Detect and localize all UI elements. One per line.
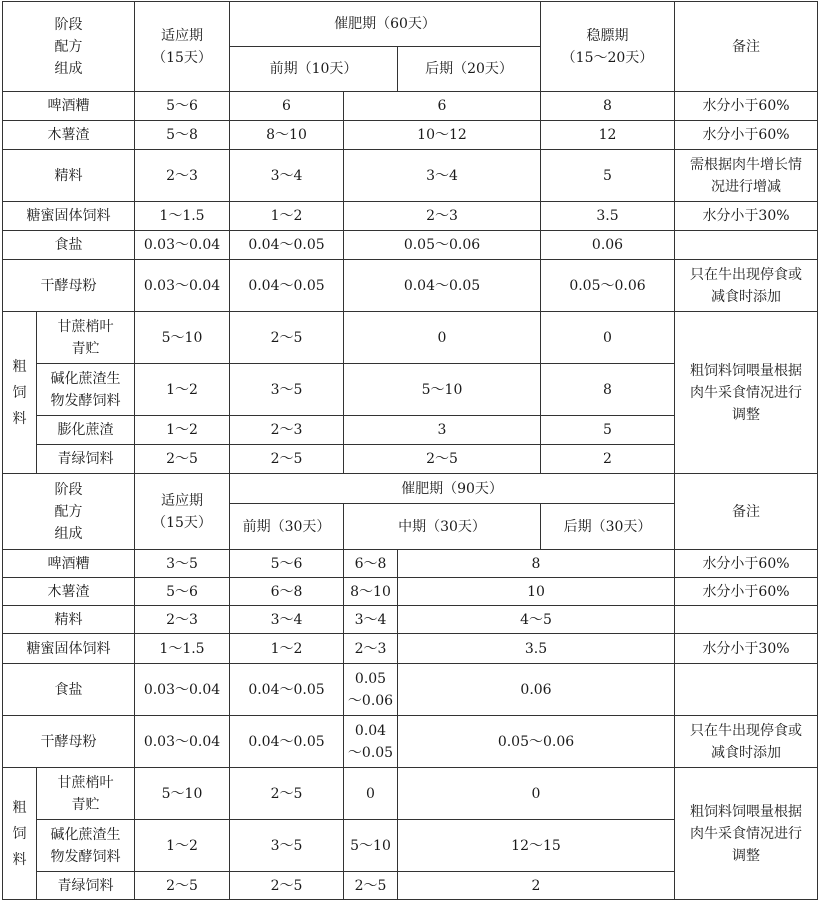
cell-late: 2 xyxy=(398,872,675,900)
table-row xyxy=(3,664,818,716)
cell-adapt: 5～10 xyxy=(135,768,230,820)
cell-early: 2～5 xyxy=(230,768,344,820)
row-name: 食盐 xyxy=(3,231,135,260)
cell-early: 2～3 xyxy=(230,416,344,445)
cell-late: 2～5 xyxy=(344,445,541,474)
cell-late: 0.04～0.05 xyxy=(344,260,541,312)
cell-early: 6 xyxy=(230,92,344,121)
table-row xyxy=(3,231,818,260)
t2-corner-header: 阶段 配方 组成 xyxy=(3,474,135,550)
table-row xyxy=(3,202,818,231)
t1-stable-header: 稳膘期 （15～20天） xyxy=(541,2,675,92)
cell-adapt: 5～6 xyxy=(135,578,230,606)
cell-late: 6 xyxy=(344,92,541,121)
cell-stable: 8 xyxy=(541,92,675,121)
row-name: 木薯渣 xyxy=(3,121,135,150)
cell-adapt: 2～5 xyxy=(135,445,230,474)
t1-corner-header: 阶段 配方 组成 xyxy=(3,2,135,92)
cell-late: 2～3 xyxy=(344,202,541,231)
cell-mid: 0.04 ～0.05 xyxy=(344,716,398,768)
cell-late: 5～10 xyxy=(344,364,541,416)
row-name: 干酵母粉 xyxy=(3,716,135,768)
t1-late-header: 后期（20天） xyxy=(398,47,541,92)
cell-note: 需根据肉牛增长情 况进行增减 xyxy=(675,150,818,202)
cell-late: 10 xyxy=(398,578,675,606)
table-row xyxy=(3,312,818,364)
cell-adapt: 1～2 xyxy=(135,820,230,872)
cell-early: 1～2 xyxy=(230,634,344,664)
cell-adapt: 0.03～0.04 xyxy=(135,664,230,716)
cell-note: 水分小于60% xyxy=(675,121,818,150)
cell-late: 0 xyxy=(398,768,675,820)
rough-feed-label: 粗 饲 料 xyxy=(3,768,37,900)
cell-early: 3～5 xyxy=(230,820,344,872)
rough-feed-label: 粗 饲 料 xyxy=(3,312,37,474)
row-name: 青绿饲料 xyxy=(37,872,135,900)
cell-adapt: 1～2 xyxy=(135,416,230,445)
row-name: 碱化蔗渣生 物发酵饲料 xyxy=(37,820,135,872)
t1-note-header: 备注 xyxy=(675,2,818,92)
t2-header-row-1 xyxy=(3,474,818,504)
table-row xyxy=(3,606,818,634)
t1-adapt-header: 适应期 （15天） xyxy=(135,2,230,92)
cell-early: 0.04～0.05 xyxy=(230,231,344,260)
table-row xyxy=(3,92,818,121)
table-row xyxy=(3,768,818,820)
cell-early: 0.04～0.05 xyxy=(230,716,344,768)
row-name: 膨化蔗渣 xyxy=(37,416,135,445)
row-name: 甘蔗梢叶 青贮 xyxy=(37,768,135,820)
cell-early: 2～5 xyxy=(230,445,344,474)
cell-adapt: 5～6 xyxy=(135,92,230,121)
cell-early: 5～6 xyxy=(230,550,344,578)
cell-adapt: 2～3 xyxy=(135,150,230,202)
cell-early: 2～5 xyxy=(230,872,344,900)
cell-early: 0.04～0.05 xyxy=(230,664,344,716)
t2-late-header: 后期（30天） xyxy=(541,504,675,550)
cell-stable: 0.05～0.06 xyxy=(541,260,675,312)
cell-mid: 0 xyxy=(344,768,398,820)
cell-early: 3～5 xyxy=(230,364,344,416)
cell-late: 0 xyxy=(344,312,541,364)
cell-mid: 5～10 xyxy=(344,820,398,872)
t2-early-header: 前期（30天） xyxy=(230,504,344,550)
cell-note: 水分小于60% xyxy=(675,92,818,121)
cell-adapt: 2～5 xyxy=(135,872,230,900)
cell-late: 3.5 xyxy=(398,634,675,664)
table-row xyxy=(3,634,818,664)
cell-early: 8～10 xyxy=(230,121,344,150)
t1-header-row-1 xyxy=(3,2,818,47)
cell-mid: 2～5 xyxy=(344,872,398,900)
cell-stable: 3.5 xyxy=(541,202,675,231)
cell-stable: 5 xyxy=(541,150,675,202)
t2-fatten-header: 催肥期（90天） xyxy=(230,474,675,504)
cell-late: 3～4 xyxy=(344,150,541,202)
table-row xyxy=(3,578,818,606)
cell-adapt: 5～10 xyxy=(135,312,230,364)
row-name: 干酵母粉 xyxy=(3,260,135,312)
cell-early: 6～8 xyxy=(230,578,344,606)
cell-late: 0.05～0.06 xyxy=(344,231,541,260)
cell-late: 8 xyxy=(398,550,675,578)
cell-adapt: 1～2 xyxy=(135,364,230,416)
t2-note-header: 备注 xyxy=(675,474,818,550)
row-name: 糖蜜固体饲料 xyxy=(3,634,135,664)
cell-adapt: 0.03～0.04 xyxy=(135,260,230,312)
cell-mid: 8～10 xyxy=(344,578,398,606)
cell-adapt: 1～1.5 xyxy=(135,202,230,231)
cell-note: 只在牛出现停食或 减食时添加 xyxy=(675,716,818,768)
cell-mid: 2～3 xyxy=(344,634,398,664)
cell-adapt: 1～1.5 xyxy=(135,634,230,664)
row-name: 木薯渣 xyxy=(3,578,135,606)
cell-adapt: 2～3 xyxy=(135,606,230,634)
cell-note: 水分小于30% xyxy=(675,634,818,664)
row-name: 精料 xyxy=(3,150,135,202)
rough-feed-note: 粗饲料饲喂量根据 肉牛采食情况进行 调整 xyxy=(675,312,818,474)
cell-note: 水分小于60% xyxy=(675,550,818,578)
cell-late: 0.06 xyxy=(398,664,675,716)
row-name: 啤酒糟 xyxy=(3,92,135,121)
t1-fatten-header: 催肥期（60天） xyxy=(230,2,541,47)
cell-early: 0.04～0.05 xyxy=(230,260,344,312)
cell-early: 1～2 xyxy=(230,202,344,231)
cell-early: 3～4 xyxy=(230,606,344,634)
cell-mid: 0.05 ～0.06 xyxy=(344,664,398,716)
cell-late: 0.05～0.06 xyxy=(398,716,675,768)
cell-late: 4～5 xyxy=(398,606,675,634)
cell-stable: 0 xyxy=(541,312,675,364)
cell-adapt: 3～5 xyxy=(135,550,230,578)
cell-late: 10～12 xyxy=(344,121,541,150)
cell-early: 2～5 xyxy=(230,312,344,364)
row-name: 食盐 xyxy=(3,664,135,716)
table-row xyxy=(3,716,818,768)
cell-adapt: 5～8 xyxy=(135,121,230,150)
cell-note xyxy=(675,231,818,260)
row-name: 啤酒糟 xyxy=(3,550,135,578)
t2-mid-header: 中期（30天） xyxy=(344,504,541,550)
cell-stable: 5 xyxy=(541,416,675,445)
t2-adapt-header: 适应期 （15天） xyxy=(135,474,230,550)
table-row xyxy=(3,550,818,578)
cell-stable: 2 xyxy=(541,445,675,474)
table-row xyxy=(3,260,818,312)
cell-adapt: 0.03～0.04 xyxy=(135,716,230,768)
t1-early-header: 前期（10天） xyxy=(230,47,398,92)
table-row xyxy=(3,121,818,150)
cell-late: 12～15 xyxy=(398,820,675,872)
cell-note xyxy=(675,606,818,634)
rough-feed-note: 粗饲料饲喂量根据 肉牛采食情况进行 调整 xyxy=(675,768,818,900)
cell-note xyxy=(675,664,818,716)
cell-note: 水分小于60% xyxy=(675,578,818,606)
cell-late: 3 xyxy=(344,416,541,445)
cell-early: 3～4 xyxy=(230,150,344,202)
feed-formula-table xyxy=(2,1,818,900)
cell-mid: 6～8 xyxy=(344,550,398,578)
table-row xyxy=(3,150,818,202)
cell-note: 水分小于30% xyxy=(675,202,818,231)
row-name: 甘蔗梢叶 青贮 xyxy=(37,312,135,364)
cell-stable: 12 xyxy=(541,121,675,150)
row-name: 精料 xyxy=(3,606,135,634)
cell-stable: 0.06 xyxy=(541,231,675,260)
cell-mid: 3～4 xyxy=(344,606,398,634)
cell-adapt: 0.03～0.04 xyxy=(135,231,230,260)
row-name: 碱化蔗渣生 物发酵饲料 xyxy=(37,364,135,416)
row-name: 糖蜜固体饲料 xyxy=(3,202,135,231)
cell-note: 只在牛出现停食或 减食时添加 xyxy=(675,260,818,312)
row-name: 青绿饲料 xyxy=(37,445,135,474)
cell-stable: 8 xyxy=(541,364,675,416)
